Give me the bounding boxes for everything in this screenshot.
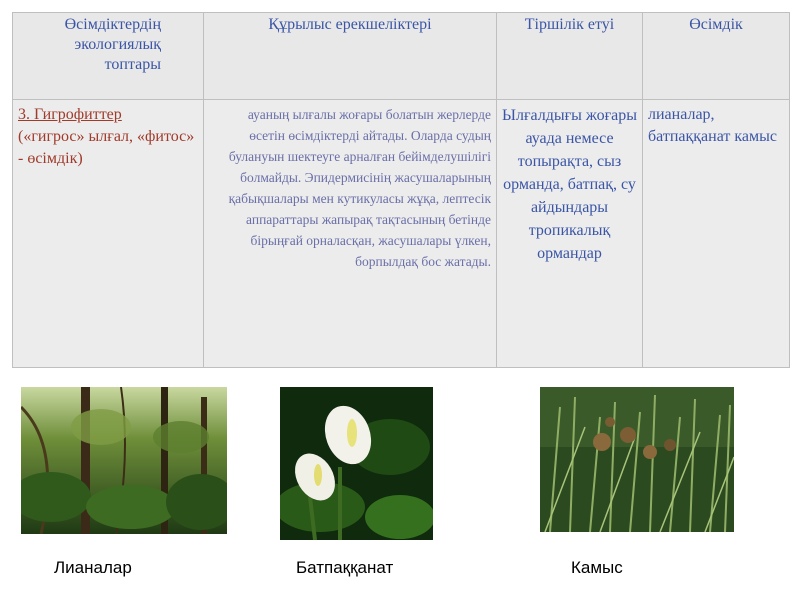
cell-group — [13, 100, 204, 368]
caption-calla: Батпаққанат — [296, 558, 394, 577]
jungle-photo — [21, 387, 227, 534]
header-plant: Өсімдік — [643, 13, 790, 100]
table-header-row — [13, 13, 790, 100]
header-group: Өсімдіктердің экологиялық топтары — [13, 13, 204, 100]
header-habitat: Тіршілік етуі — [497, 13, 643, 100]
reed-photo — [540, 387, 734, 532]
group-desc: («гигрос» ылғал, «фитос» - өсімдік) — [18, 128, 195, 167]
plant-groups-table — [12, 12, 790, 368]
group-name: 3. Гигрофиттер — [18, 106, 122, 123]
cell-plant: лианалар, батпаққанат камыс — [643, 100, 790, 368]
cell-structure: ауаның ылғалы жоғары болатын жерлерде өсетін өсімдіктерді айтады. Оларда судың булануын шектеуге арналған бейімделушілігі болмайды. Эпидермисінің жасушаларының қабықшалары мен кутикуласы жұқа, лептесік аппараттары жапырақ тақтасының бетінде бірыңғай орналасқан, жасушалары үлкен, борпылдақ бос жатады. — [204, 100, 497, 368]
table-row — [13, 100, 790, 368]
calla-flower-photo — [280, 387, 433, 540]
caption-reed: Камыс — [571, 558, 623, 577]
cell-habitat: Ылғалдығы жоғары ауада немесе топырақта, сыз орманда, батпақ, су айдындары тропикалық ормандар — [497, 100, 643, 368]
caption-lianas: Лианалар — [54, 558, 132, 577]
header-structure: Құрылыс ерекшеліктері — [204, 13, 497, 100]
